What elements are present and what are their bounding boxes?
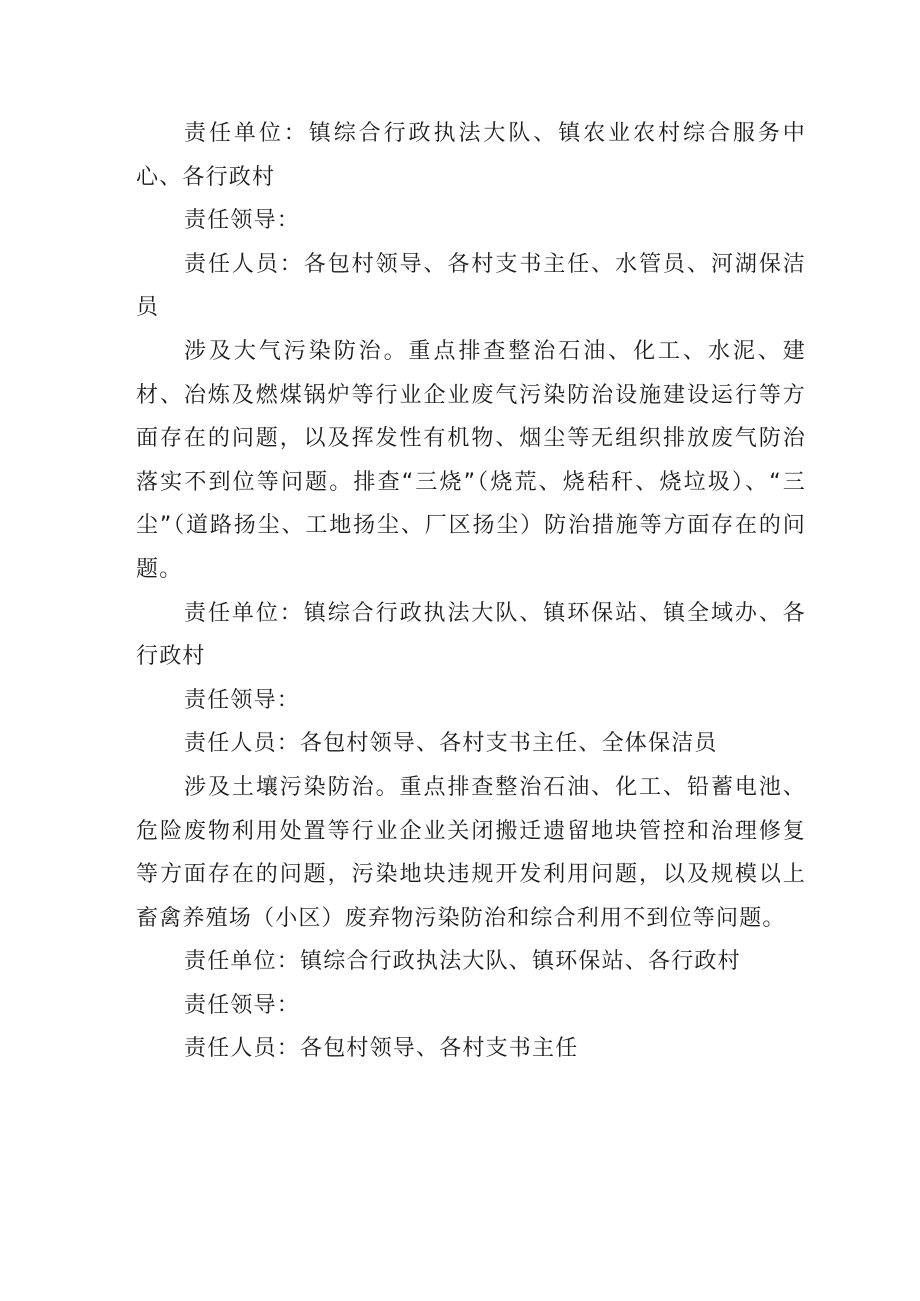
responsible-leader-3: 责任领导：	[184, 992, 301, 1018]
document-page	[136, 112, 806, 1071]
air-pollution-paragraph: 涉及大气污染防治。重点排查整治石油、化工、水泥、建材、冶炼及燃煤锅炉等行业企业废气污染防治设施建设运行等方面存在的问题，以及挥发性有机物、烟尘等无组织排放废气防治落实不到位等问题。排查“三烧”（烧荒、烧秸秆、烧垃圾）、“三尘”（道路扬尘、工地扬尘、厂区扬尘）防治措施等方面存在的问题。	[136, 338, 806, 582]
responsible-leader-1: 责任领导：	[184, 208, 301, 234]
responsible-unit-2: 责任单位：镇综合行政执法大队、镇环保站、镇全域办、各行政村	[136, 600, 806, 670]
responsible-unit-1: 责任单位：镇综合行政执法大队、镇农业农村综合服务中心、各行政村	[136, 121, 806, 190]
responsible-personnel-3: 责任人员：各包村领导、各村支书主任	[184, 1036, 579, 1062]
responsible-unit-3: 责任单位：镇综合行政执法大队、镇环保站、各行政村	[184, 949, 741, 975]
soil-pollution-paragraph: 涉及土壤污染防治。重点排查整治石油、化工、铅蓄电池、危险废物利用处置等行业企业关闭搬迁遗留地块管控和治理修复等方面存在的问题，污染地块违规开发利用问题，以及规模以上畜禽养殖场（小区）废弃物污染防治和综合利用不到位等问题。	[136, 774, 806, 931]
responsible-leader-2: 责任领导：	[184, 687, 301, 713]
responsible-personnel-2: 责任人员：各包村领导、各村支书主任、全体保洁员	[184, 731, 718, 757]
responsible-personnel-1: 责任人员：各包村领导、各村支书主任、水管员、河湖保洁员	[136, 251, 806, 321]
